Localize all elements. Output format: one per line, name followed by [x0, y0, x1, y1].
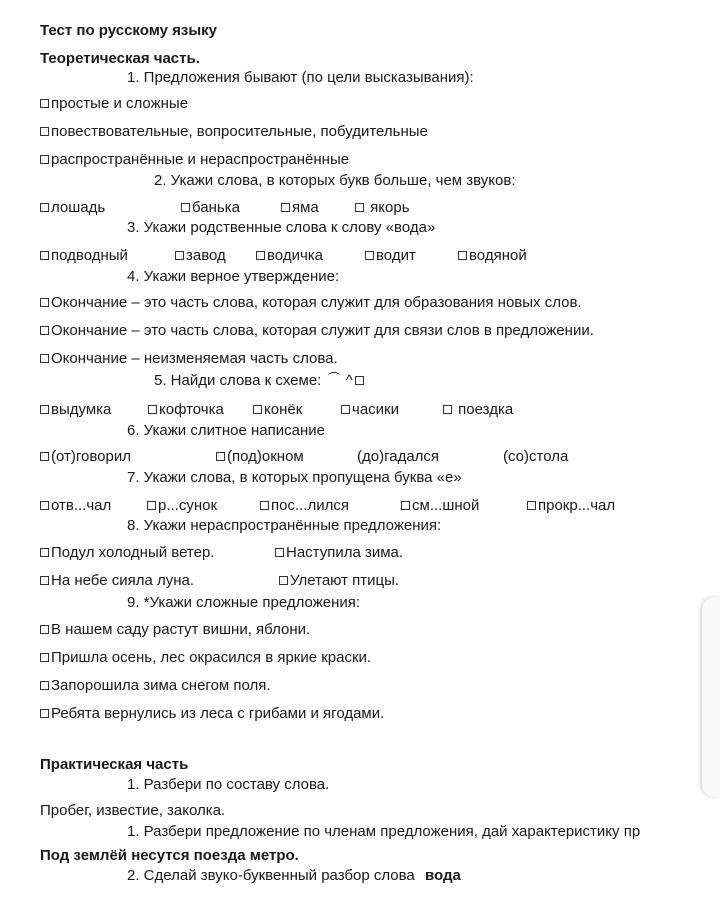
checkbox[interactable]	[401, 501, 410, 510]
question-4: 4. Укажи верное утверждение:	[127, 268, 340, 285]
checkbox[interactable]	[40, 203, 49, 212]
q6-option-4[interactable]: (со)стола	[503, 448, 569, 465]
practice-sentence: Под землёй несутся поезда метро.	[40, 847, 299, 864]
checkbox[interactable]	[527, 501, 536, 510]
q5-option-4[interactable]: часики	[341, 401, 399, 419]
suffix-scheme-icon: ^	[345, 372, 353, 389]
q3-option-2[interactable]: завод	[175, 247, 226, 265]
practice-word: вода	[424, 867, 461, 884]
q8-option-2[interactable]: Наступила зима.	[275, 544, 403, 562]
checkbox[interactable]	[40, 681, 49, 690]
root-scheme-icon	[328, 372, 340, 380]
theory-heading: Теоретическая часть.	[40, 50, 200, 67]
q2-option-4[interactable]: якорь	[355, 199, 410, 217]
practice-words: Пробег, известие, заколка.	[40, 802, 226, 819]
q9-option-4[interactable]: Ребята вернулись из леса с грибами и ягодами.	[40, 705, 384, 723]
q5-option-3[interactable]: конёк	[253, 401, 302, 419]
checkbox[interactable]	[355, 203, 364, 212]
q2-option-1[interactable]: лошадь	[40, 199, 105, 217]
checkbox[interactable]	[275, 548, 284, 557]
q7-option-4[interactable]: см...шной	[401, 497, 479, 515]
q7-option-2[interactable]: р...сунок	[147, 497, 217, 515]
q1-option-1[interactable]: простые и сложные	[40, 95, 188, 113]
q6-option-1[interactable]: (от)говорил	[40, 448, 131, 466]
checkbox[interactable]	[256, 251, 265, 260]
checkbox[interactable]	[40, 653, 49, 662]
q6-option-2[interactable]: (под)окном	[216, 448, 304, 466]
q1-option-3[interactable]: распространённые и нераспространённые	[40, 151, 349, 169]
practice-task-3: 2. Сделай звуко-буквенный разбор слова вода	[127, 867, 461, 884]
question-3: 3. Укажи родственные слова к слову «вода»	[127, 219, 436, 236]
q7-option-1[interactable]: отв...чал	[40, 497, 111, 515]
checkbox[interactable]	[148, 405, 157, 414]
q3-option-3[interactable]: водичка	[256, 247, 323, 265]
checkbox[interactable]	[260, 501, 269, 510]
checkbox[interactable]	[40, 326, 49, 335]
checkbox[interactable]	[40, 548, 49, 557]
q6-option-3[interactable]: (до)гадался	[357, 448, 440, 465]
checkbox[interactable]	[281, 203, 290, 212]
checkbox[interactable]	[40, 452, 49, 461]
checkbox[interactable]	[279, 576, 288, 585]
checkbox[interactable]	[40, 354, 49, 363]
checkbox[interactable]	[341, 405, 350, 414]
q8-option-3[interactable]: На небе сияла луна.	[40, 572, 194, 590]
checkbox[interactable]	[40, 576, 49, 585]
practice-heading: Практическая часть	[40, 756, 189, 773]
checkbox[interactable]	[40, 127, 49, 136]
question-6: 6. Укажи слитное написание	[127, 422, 325, 439]
question-9: 9. *Укажи сложные предложения:	[127, 594, 361, 611]
q4-option-3[interactable]: Окончание – неизменяемая часть слова.	[40, 350, 338, 368]
checkbox[interactable]	[365, 251, 374, 260]
checkbox[interactable]	[40, 709, 49, 718]
q1-option-2[interactable]: повествовательные, вопросительные, побудительные	[40, 123, 428, 141]
checkbox[interactable]	[40, 251, 49, 260]
q9-option-2[interactable]: Пришла осень, лес окрасился в яркие краски.	[40, 649, 371, 667]
checkbox[interactable]	[40, 99, 49, 108]
question-2: 2. Укажи слова, в которых букв больше, чем звуков:	[154, 172, 516, 189]
checkbox[interactable]	[443, 405, 452, 414]
checkbox[interactable]	[181, 203, 190, 212]
q2-option-2[interactable]: банька	[181, 199, 240, 217]
q5-option-1[interactable]: выдумка	[40, 401, 111, 419]
practice-task-1: 1. Разбери по составу слова.	[127, 776, 330, 793]
question-5: 5. Найди слова к схеме: ^	[154, 372, 366, 390]
q7-option-5[interactable]: прокр...чал	[527, 497, 615, 515]
q3-option-4[interactable]: водит	[365, 247, 416, 265]
scroll-handle[interactable]	[702, 597, 720, 797]
q4-option-1[interactable]: Окончание – это часть слова, которая служит для образования новых слов.	[40, 294, 582, 312]
q2-option-3[interactable]: яма	[281, 199, 319, 217]
test-title: Тест по русскому языку	[40, 22, 217, 39]
question-1: 1. Предложения бывают (по цели высказывания):	[127, 69, 474, 86]
checkbox[interactable]	[458, 251, 467, 260]
checkbox[interactable]	[40, 155, 49, 164]
checkbox[interactable]	[216, 452, 225, 461]
q9-option-1[interactable]: В нашем саду растут вишни, яблони.	[40, 621, 310, 639]
checkbox[interactable]	[175, 251, 184, 260]
q7-option-3[interactable]: пос...лился	[260, 497, 349, 515]
ending-scheme-icon	[355, 376, 364, 385]
practice-task-2: 1. Разбери предложение по членам предложения, дай характеристику пр	[127, 823, 641, 840]
q5-option-2[interactable]: кофточка	[148, 401, 224, 419]
checkbox[interactable]	[40, 625, 49, 634]
checkbox[interactable]	[40, 298, 49, 307]
question-8: 8. Укажи нераспространённые предложения:	[127, 517, 442, 534]
checkbox[interactable]	[40, 405, 49, 414]
checkbox[interactable]	[147, 501, 156, 510]
q3-option-5[interactable]: водяной	[458, 247, 527, 265]
q9-option-3[interactable]: Запорошила зима снегом поля.	[40, 677, 271, 695]
q8-option-1[interactable]: Подул холодный ветер.	[40, 544, 214, 562]
q8-option-4[interactable]: Улетают птицы.	[279, 572, 399, 590]
checkbox[interactable]	[40, 501, 49, 510]
checkbox[interactable]	[253, 405, 262, 414]
q5-option-5[interactable]: поездка	[443, 401, 513, 419]
q3-option-1[interactable]: подводный	[40, 247, 128, 265]
question-7: 7. Укажи слова, в которых пропущена буква «е»	[127, 469, 462, 486]
q4-option-2[interactable]: Окончание – это часть слова, которая служит для связи слов в предложении.	[40, 322, 594, 340]
